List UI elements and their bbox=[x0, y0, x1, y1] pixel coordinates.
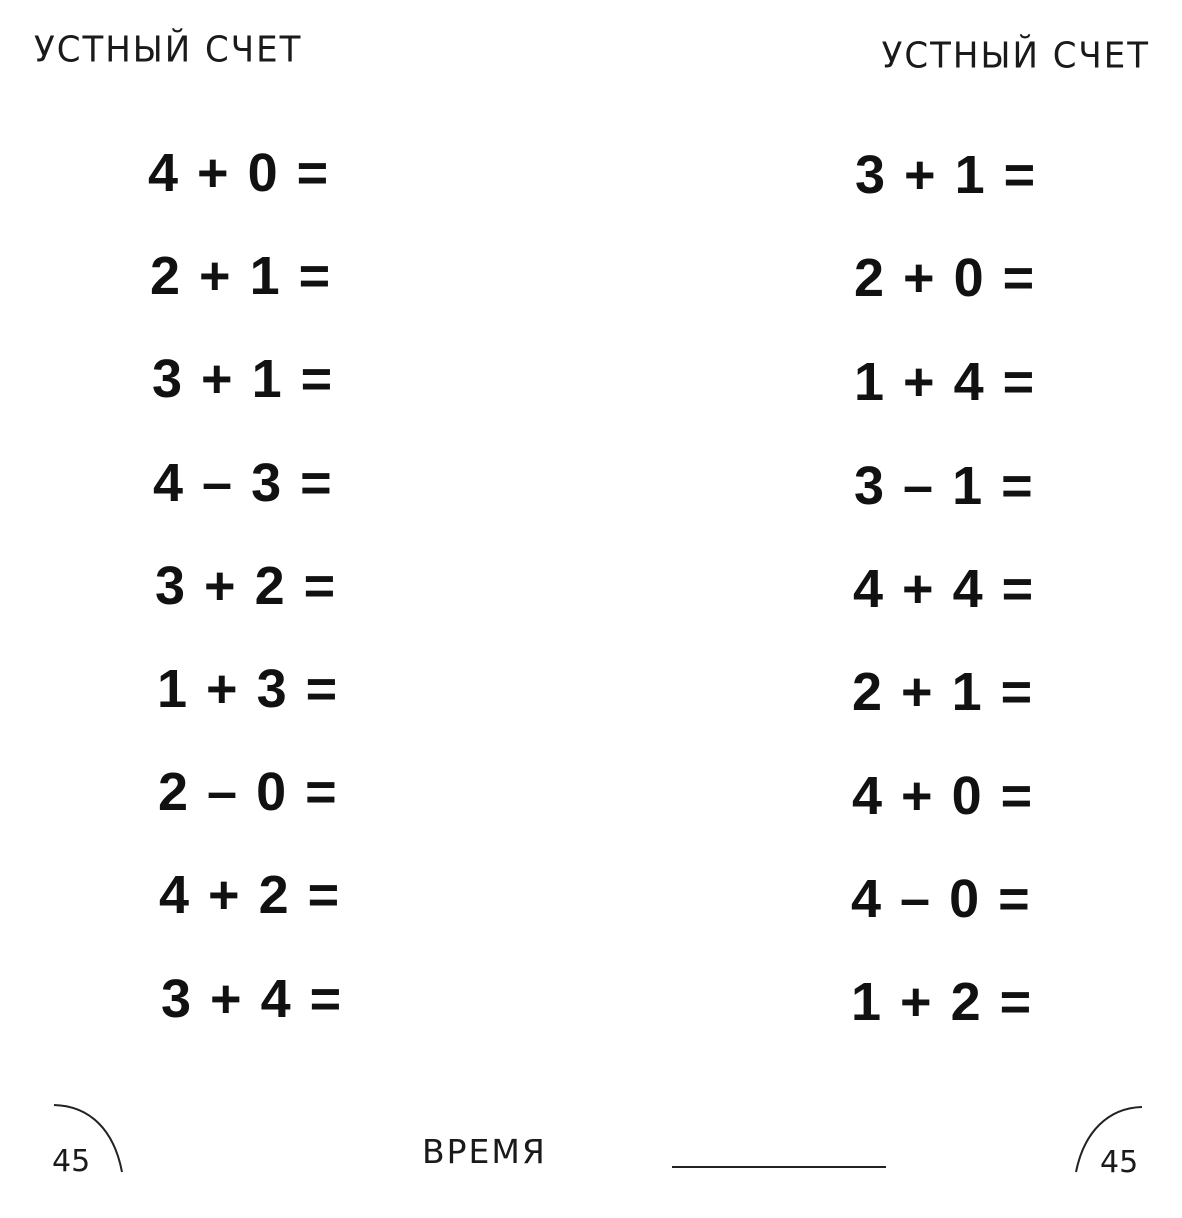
left-problem-6: 1 + 3 = bbox=[157, 659, 340, 719]
right-problem-8: 4 – 0 = bbox=[851, 869, 1032, 929]
right-page-number: 45 bbox=[1100, 1145, 1139, 1180]
left-page-number: 45 bbox=[52, 1144, 91, 1179]
left-problem-5: 3 + 2 = bbox=[155, 556, 338, 616]
right-problem-6: 2 + 1 = bbox=[852, 662, 1035, 722]
right-problem-3: 1 + 4 = bbox=[854, 352, 1037, 412]
left-problem-1: 4 + 0 = bbox=[148, 143, 331, 203]
right-page-title: УСТНЫЙ СЧЕТ bbox=[881, 35, 1150, 77]
right-problem-2: 2 + 0 = bbox=[854, 248, 1037, 308]
left-problem-2: 2 + 1 = bbox=[150, 246, 333, 306]
left-problem-8: 4 + 2 = bbox=[159, 865, 342, 925]
right-problem-1: 3 + 1 = bbox=[855, 145, 1038, 205]
right-problem-5: 4 + 4 = bbox=[853, 559, 1036, 619]
left-problem-7: 2 – 0 = bbox=[158, 762, 339, 822]
right-problem-7: 4 + 0 = bbox=[852, 766, 1035, 826]
right-problem-4: 3 – 1 = bbox=[854, 456, 1035, 516]
time-answer-line bbox=[672, 1166, 886, 1168]
right-problem-9: 1 + 2 = bbox=[851, 972, 1034, 1032]
time-label: ВРЕМЯ bbox=[422, 1132, 547, 1171]
left-problem-4: 4 – 3 = bbox=[153, 453, 334, 513]
left-problem-9: 3 + 4 = bbox=[161, 969, 344, 1029]
left-problem-3: 3 + 1 = bbox=[152, 349, 335, 409]
left-page-title: УСТНЫЙ СЧЕТ bbox=[34, 29, 303, 71]
